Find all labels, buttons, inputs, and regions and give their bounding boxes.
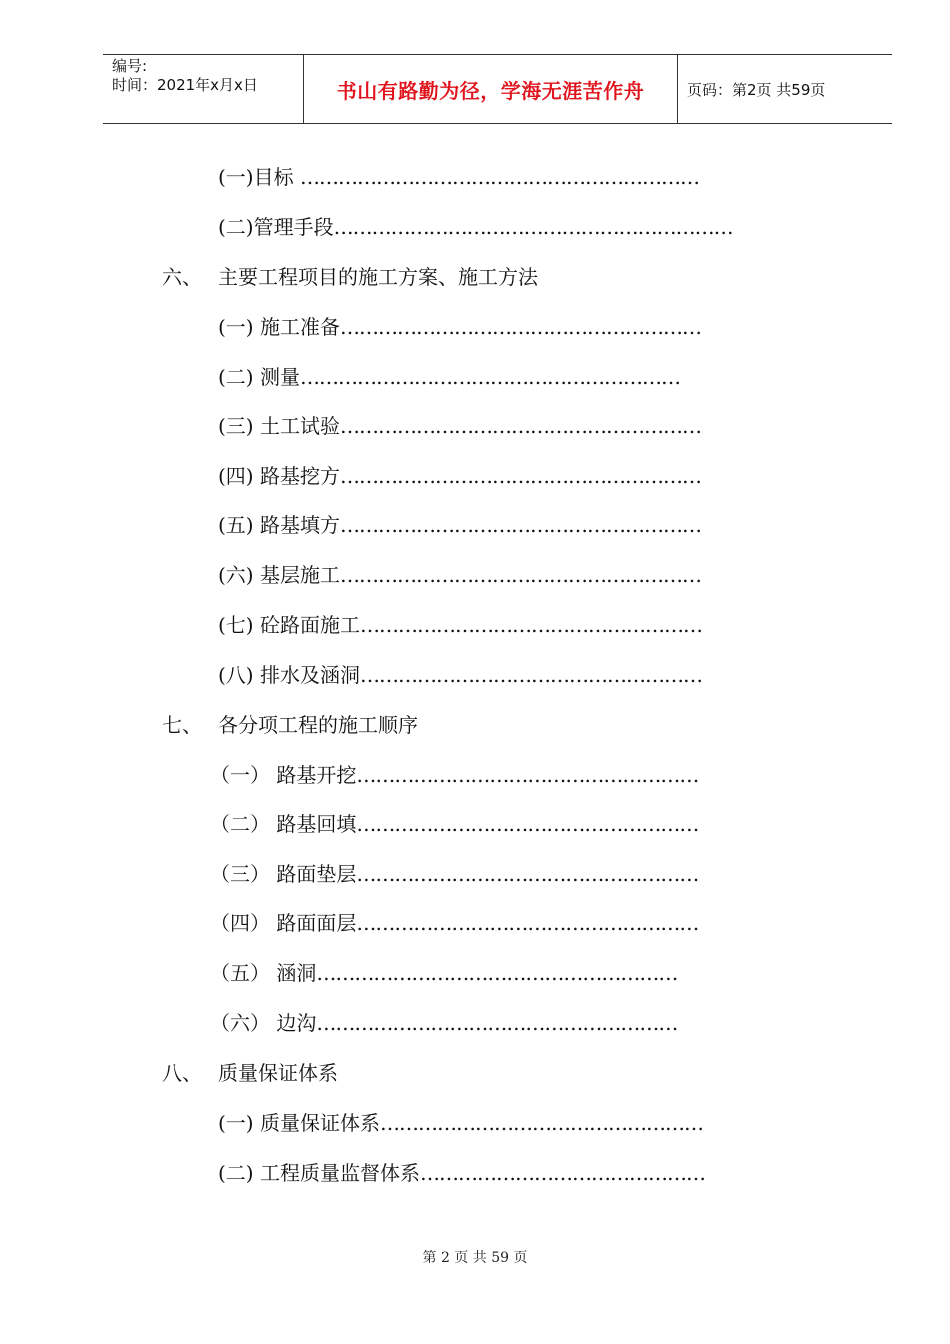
section-title: 各分项工程的施工顺序	[218, 713, 418, 737]
toc-leader-dots: …………………………………………………	[339, 315, 701, 339]
toc-entry[interactable]	[210, 960, 677, 986]
toc-entry[interactable]	[218, 512, 701, 538]
toc-entry-title: （五） 涵洞	[210, 961, 317, 985]
toc-entry[interactable]	[218, 1110, 703, 1136]
header-motto: 书山有路勤为径，学海无涯苦作舟	[336, 79, 645, 103]
toc-entry[interactable]	[218, 314, 701, 340]
toc-leader-dots: ……………………………………………	[379, 1111, 703, 1135]
toc-entry[interactable]	[218, 214, 733, 240]
toc-leader-dots: ………………………………………………	[356, 812, 699, 836]
toc-entry[interactable]	[210, 910, 698, 936]
footer-page-number: 第 2 页 共 59 页	[422, 1250, 528, 1266]
toc-leader-dots: …………………………………………………	[339, 513, 701, 537]
toc-entry-title: (二) 工程质量监督体系	[218, 1161, 420, 1185]
toc-leader-dots: ………………………………………………	[356, 763, 699, 787]
toc-leader-dots: ………………………………………………	[356, 911, 699, 935]
toc-entry-title: (四) 路基挖方	[218, 464, 340, 488]
toc-leader-dots: …………………………………………………	[316, 1011, 678, 1035]
header-page-number: 页码：第2页 共59页	[687, 81, 826, 99]
toc-entry-title: (五) 路基填方	[218, 513, 340, 537]
section-title: 质量保证体系	[218, 1061, 338, 1085]
toc-entry[interactable]	[218, 1160, 705, 1186]
toc-entry[interactable]	[218, 463, 701, 489]
toc-leader-dots: …………………………………………………	[339, 414, 701, 438]
code-label: 编号:	[112, 57, 148, 75]
toc-entry[interactable]	[218, 612, 702, 638]
toc-leader-dots: ………………………………………………	[359, 613, 702, 637]
toc-leader-dots: …………………………………………………	[339, 464, 701, 488]
toc-entry[interactable]	[218, 562, 701, 588]
toc-leader-dots: ………………………………………	[419, 1161, 705, 1185]
toc-entry[interactable]	[210, 762, 698, 788]
toc-section-heading[interactable]	[162, 712, 418, 738]
toc-entry-title: (二) 测量	[218, 365, 300, 389]
toc-leader-dots: ……………………………………………………	[299, 365, 680, 389]
toc-entry-title: （六） 边沟	[210, 1011, 317, 1035]
toc-entry-title: （二） 路基回填	[210, 812, 357, 836]
toc-entry-title: （四） 路面面层	[210, 911, 357, 935]
toc-entry-title: （一） 路基开挖	[210, 763, 357, 787]
toc-entry[interactable]	[210, 811, 698, 837]
toc-entry[interactable]	[218, 364, 680, 390]
toc-entry-title: (七) 砼路面施工	[218, 613, 360, 637]
toc-entry[interactable]	[218, 662, 702, 688]
toc-section-heading[interactable]	[162, 1060, 338, 1086]
toc-leader-dots: ………………………………………………	[356, 862, 699, 886]
section-number: 八、	[162, 1061, 202, 1085]
toc-entry-title: (一)目标	[218, 165, 300, 189]
toc-entry-title: (六) 基层施工	[218, 563, 340, 587]
section-number: 六、	[162, 265, 202, 289]
time-label: 时间：2021年x月x日	[112, 76, 258, 94]
toc-entry-title: (八) 排水及涵洞	[218, 663, 360, 687]
header-divider	[677, 55, 678, 123]
toc-leader-dots: ………………………………………………………	[299, 165, 699, 189]
toc-leader-dots: ………………………………………………………	[333, 215, 733, 239]
toc-entry-title: (一) 施工准备	[218, 315, 340, 339]
toc-entry[interactable]	[210, 1010, 677, 1036]
section-number: 七、	[162, 713, 202, 737]
toc-entry-title: (二)管理手段	[218, 215, 334, 239]
header-meta	[112, 57, 302, 95]
toc-entry[interactable]	[210, 861, 698, 887]
toc-entry-title: （三） 路面垫层	[210, 862, 357, 886]
toc-entry[interactable]	[218, 164, 699, 190]
toc-section-heading[interactable]	[162, 264, 538, 290]
toc-leader-dots: …………………………………………………	[339, 563, 701, 587]
toc-entry[interactable]	[218, 413, 701, 439]
toc-leader-dots: ………………………………………………	[359, 663, 702, 687]
page-footer	[0, 1247, 950, 1267]
section-title: 主要工程项目的施工方案、施工方法	[218, 265, 538, 289]
toc-entry-title: (一) 质量保证体系	[218, 1111, 380, 1135]
page-header	[103, 54, 892, 124]
toc-entry-title: (三) 土工试验	[218, 414, 340, 438]
toc-leader-dots: …………………………………………………	[316, 961, 678, 985]
